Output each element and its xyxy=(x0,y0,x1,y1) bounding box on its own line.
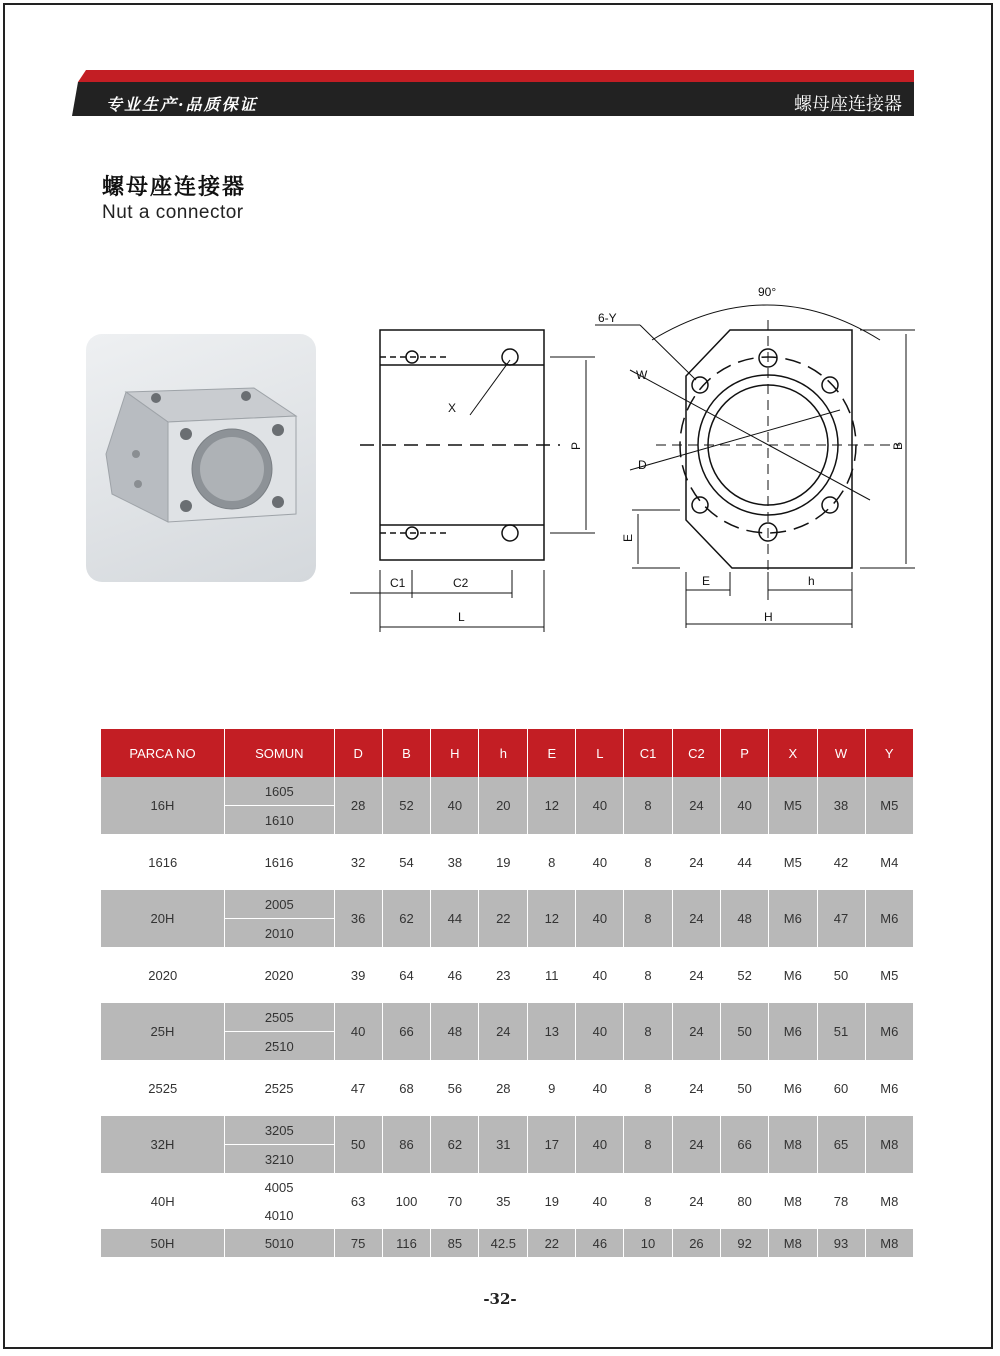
table-cell: 93 xyxy=(817,1229,865,1257)
table-cell: 12 xyxy=(528,777,576,834)
table-cell: 9 xyxy=(528,1060,576,1116)
column-header: h xyxy=(479,729,528,777)
table-cell: 13 xyxy=(528,1003,576,1060)
table-cell: 1616 xyxy=(101,834,224,890)
table-cell: 10 xyxy=(624,1229,672,1257)
table-cell: 78 xyxy=(817,1173,865,1229)
table-cell: 3210 xyxy=(224,1145,334,1174)
table-cell: 8 xyxy=(624,777,672,834)
table-cell: 2505 xyxy=(224,1003,334,1032)
label-x: X xyxy=(448,401,457,415)
table-cell: 31 xyxy=(479,1116,528,1173)
table-cell: 38 xyxy=(431,834,479,890)
table-cell: 40 xyxy=(576,1116,624,1173)
table-cell: 8 xyxy=(624,1116,672,1173)
label-angle: 90° xyxy=(758,285,777,299)
table-cell: M6 xyxy=(865,1003,913,1060)
table-cell: 8 xyxy=(624,1173,672,1229)
table-row xyxy=(101,890,913,919)
table-cell: M8 xyxy=(865,1116,913,1173)
table-cell: 62 xyxy=(431,1116,479,1173)
label-6y: 6-Y xyxy=(598,311,617,325)
table-cell: 24 xyxy=(672,834,720,890)
table-cell: M6 xyxy=(769,947,817,1003)
table-cell: M8 xyxy=(769,1173,817,1229)
table-cell: 4010 xyxy=(224,1201,334,1229)
table-cell: 47 xyxy=(817,890,865,947)
label-e-bottom: E xyxy=(702,574,711,588)
table-cell: 40 xyxy=(576,834,624,890)
table-cell: 1616 xyxy=(224,834,334,890)
table-cell: 22 xyxy=(479,890,528,947)
table-cell: 51 xyxy=(817,1003,865,1060)
table-cell: 50 xyxy=(817,947,865,1003)
table-cell: M6 xyxy=(769,1060,817,1116)
table-cell: 2525 xyxy=(101,1060,224,1116)
table-cell: 38 xyxy=(817,777,865,834)
table-cell: M8 xyxy=(865,1173,913,1229)
table-cell: M5 xyxy=(769,777,817,834)
table-cell: 60 xyxy=(817,1060,865,1116)
table-cell: M6 xyxy=(769,1003,817,1060)
table-cell: 86 xyxy=(382,1116,431,1173)
table-cell: 56 xyxy=(431,1060,479,1116)
table-cell: 100 xyxy=(382,1173,431,1229)
column-header: Y xyxy=(865,729,913,777)
table-cell: 23 xyxy=(479,947,528,1003)
column-header: SOMUN xyxy=(224,729,334,777)
table-cell: 85 xyxy=(431,1229,479,1257)
table-cell: 50 xyxy=(334,1116,382,1173)
table-cell: 50H xyxy=(101,1229,224,1257)
table-cell: 62 xyxy=(382,890,431,947)
table-cell: 44 xyxy=(431,890,479,947)
label-p: P xyxy=(569,441,583,450)
table-cell: 24 xyxy=(672,1173,720,1229)
table-cell: 40 xyxy=(576,1003,624,1060)
page-title-en: Nut a connector xyxy=(102,202,244,223)
table-cell: M8 xyxy=(769,1116,817,1173)
table-cell: M8 xyxy=(769,1229,817,1257)
table-cell: 4005 xyxy=(224,1173,334,1201)
table-cell: M6 xyxy=(865,1060,913,1116)
label-h-big: H xyxy=(764,610,773,624)
banner-slogan: 专业生产·品质保证 xyxy=(106,95,258,114)
table-cell: 8 xyxy=(624,834,672,890)
table-cell: 39 xyxy=(334,947,382,1003)
table-cell: 52 xyxy=(721,947,769,1003)
table-cell: 75 xyxy=(334,1229,382,1257)
table-cell: M8 xyxy=(865,1229,913,1257)
table-cell: 2525 xyxy=(224,1060,334,1116)
table-cell: 64 xyxy=(382,947,431,1003)
table-cell: M5 xyxy=(865,947,913,1003)
table-cell: 24 xyxy=(672,890,720,947)
table-cell: 48 xyxy=(721,890,769,947)
table-row xyxy=(101,834,913,890)
table-cell: 40 xyxy=(576,1173,624,1229)
column-header: PARCA NO xyxy=(101,729,224,777)
table-row xyxy=(101,1173,913,1201)
table-cell: 24 xyxy=(672,1003,720,1060)
column-header: L xyxy=(576,729,624,777)
table-cell: 8 xyxy=(624,890,672,947)
table-cell: 8 xyxy=(624,947,672,1003)
table-cell: 24 xyxy=(672,777,720,834)
table-cell: 40 xyxy=(431,777,479,834)
table-cell: 46 xyxy=(576,1229,624,1257)
column-header: D xyxy=(334,729,382,777)
table-row xyxy=(101,1116,913,1145)
table-row xyxy=(101,947,913,1003)
table-cell: 65 xyxy=(817,1116,865,1173)
table-cell: 50 xyxy=(721,1003,769,1060)
table-cell: 66 xyxy=(721,1116,769,1173)
label-h-small: h xyxy=(808,574,815,588)
table-cell: 28 xyxy=(479,1060,528,1116)
page-title-cn: 螺母座连接器 xyxy=(102,175,247,200)
table-cell: 1605 xyxy=(224,777,334,806)
table-cell: 40 xyxy=(576,890,624,947)
table-cell: 2020 xyxy=(101,947,224,1003)
table-cell: 20H xyxy=(101,890,224,947)
table-cell: 70 xyxy=(431,1173,479,1229)
table-cell: 3205 xyxy=(224,1116,334,1145)
table-cell: 19 xyxy=(479,834,528,890)
table-cell: 50 xyxy=(721,1060,769,1116)
table-cell: M6 xyxy=(865,890,913,947)
table-cell: 40 xyxy=(576,947,624,1003)
table-cell: 8 xyxy=(624,1060,672,1116)
table-row xyxy=(101,1003,913,1032)
table-cell: 5010 xyxy=(224,1229,334,1257)
table-row xyxy=(101,1060,913,1116)
table-cell: 26 xyxy=(672,1229,720,1257)
label-c2: C2 xyxy=(453,576,469,590)
table-cell: 8 xyxy=(624,1003,672,1060)
table-cell: 2510 xyxy=(224,1032,334,1061)
table-cell: 92 xyxy=(721,1229,769,1257)
table-cell: 40 xyxy=(334,1003,382,1060)
nut-housing-illustration xyxy=(86,334,316,582)
column-header: C1 xyxy=(624,729,672,777)
table-row xyxy=(101,777,913,806)
header-banner xyxy=(72,70,914,116)
label-l: L xyxy=(458,610,465,624)
table-row xyxy=(101,1229,913,1257)
table-cell: M4 xyxy=(865,834,913,890)
table-cell: 52 xyxy=(382,777,431,834)
table-cell: M5 xyxy=(865,777,913,834)
table-cell: 42.5 xyxy=(479,1229,528,1257)
table-cell: 36 xyxy=(334,890,382,947)
column-header: E xyxy=(528,729,576,777)
table-cell: 28 xyxy=(334,777,382,834)
table-cell: 2005 xyxy=(224,890,334,919)
table-cell: 80 xyxy=(721,1173,769,1229)
table-cell: 17 xyxy=(528,1116,576,1173)
table-cell: 35 xyxy=(479,1173,528,1229)
table-cell: 116 xyxy=(382,1229,431,1257)
table-cell: 47 xyxy=(334,1060,382,1116)
table-cell: 2010 xyxy=(224,919,334,948)
column-header: C2 xyxy=(672,729,720,777)
page-number: -32- xyxy=(483,1290,517,1308)
table-cell: 46 xyxy=(431,947,479,1003)
table-cell: 63 xyxy=(334,1173,382,1229)
table-cell: 19 xyxy=(528,1173,576,1229)
table-cell: 44 xyxy=(721,834,769,890)
product-photo xyxy=(86,334,316,582)
column-header: H xyxy=(431,729,479,777)
table-cell: 2020 xyxy=(224,947,334,1003)
table-cell: 54 xyxy=(382,834,431,890)
column-header: W xyxy=(817,729,865,777)
column-header: B xyxy=(382,729,431,777)
table-cell: 40 xyxy=(576,1060,624,1116)
spec-table xyxy=(101,729,913,1257)
table-cell: 12 xyxy=(528,890,576,947)
table-cell: 1610 xyxy=(224,806,334,835)
table-cell: 32H xyxy=(101,1116,224,1173)
table-cell: 40 xyxy=(721,777,769,834)
column-header: X xyxy=(769,729,817,777)
table-cell: 40H xyxy=(101,1173,224,1229)
column-header: P xyxy=(721,729,769,777)
label-c1: C1 xyxy=(390,576,406,590)
table-cell: 11 xyxy=(528,947,576,1003)
table-cell: 8 xyxy=(528,834,576,890)
table-cell: 24 xyxy=(672,947,720,1003)
table-cell: 66 xyxy=(382,1003,431,1060)
table-cell: 24 xyxy=(479,1003,528,1060)
table-cell: 32 xyxy=(334,834,382,890)
table-cell: 25H xyxy=(101,1003,224,1060)
table-cell: 68 xyxy=(382,1060,431,1116)
label-w: W xyxy=(636,368,648,382)
label-d: D xyxy=(638,458,647,472)
table-cell: M6 xyxy=(769,890,817,947)
table-cell: 20 xyxy=(479,777,528,834)
table-cell: 24 xyxy=(672,1060,720,1116)
table-header-row xyxy=(101,729,913,777)
table-cell: 16H xyxy=(101,777,224,834)
technical-drawing xyxy=(340,280,920,640)
label-b: B xyxy=(891,441,905,450)
table-cell: 42 xyxy=(817,834,865,890)
table-cell: 24 xyxy=(672,1116,720,1173)
table-cell: M5 xyxy=(769,834,817,890)
label-e-side: E xyxy=(621,533,635,542)
table-cell: 40 xyxy=(576,777,624,834)
table-cell: 48 xyxy=(431,1003,479,1060)
banner-category: 螺母座连接器 xyxy=(794,94,902,115)
table-cell: 22 xyxy=(528,1229,576,1257)
